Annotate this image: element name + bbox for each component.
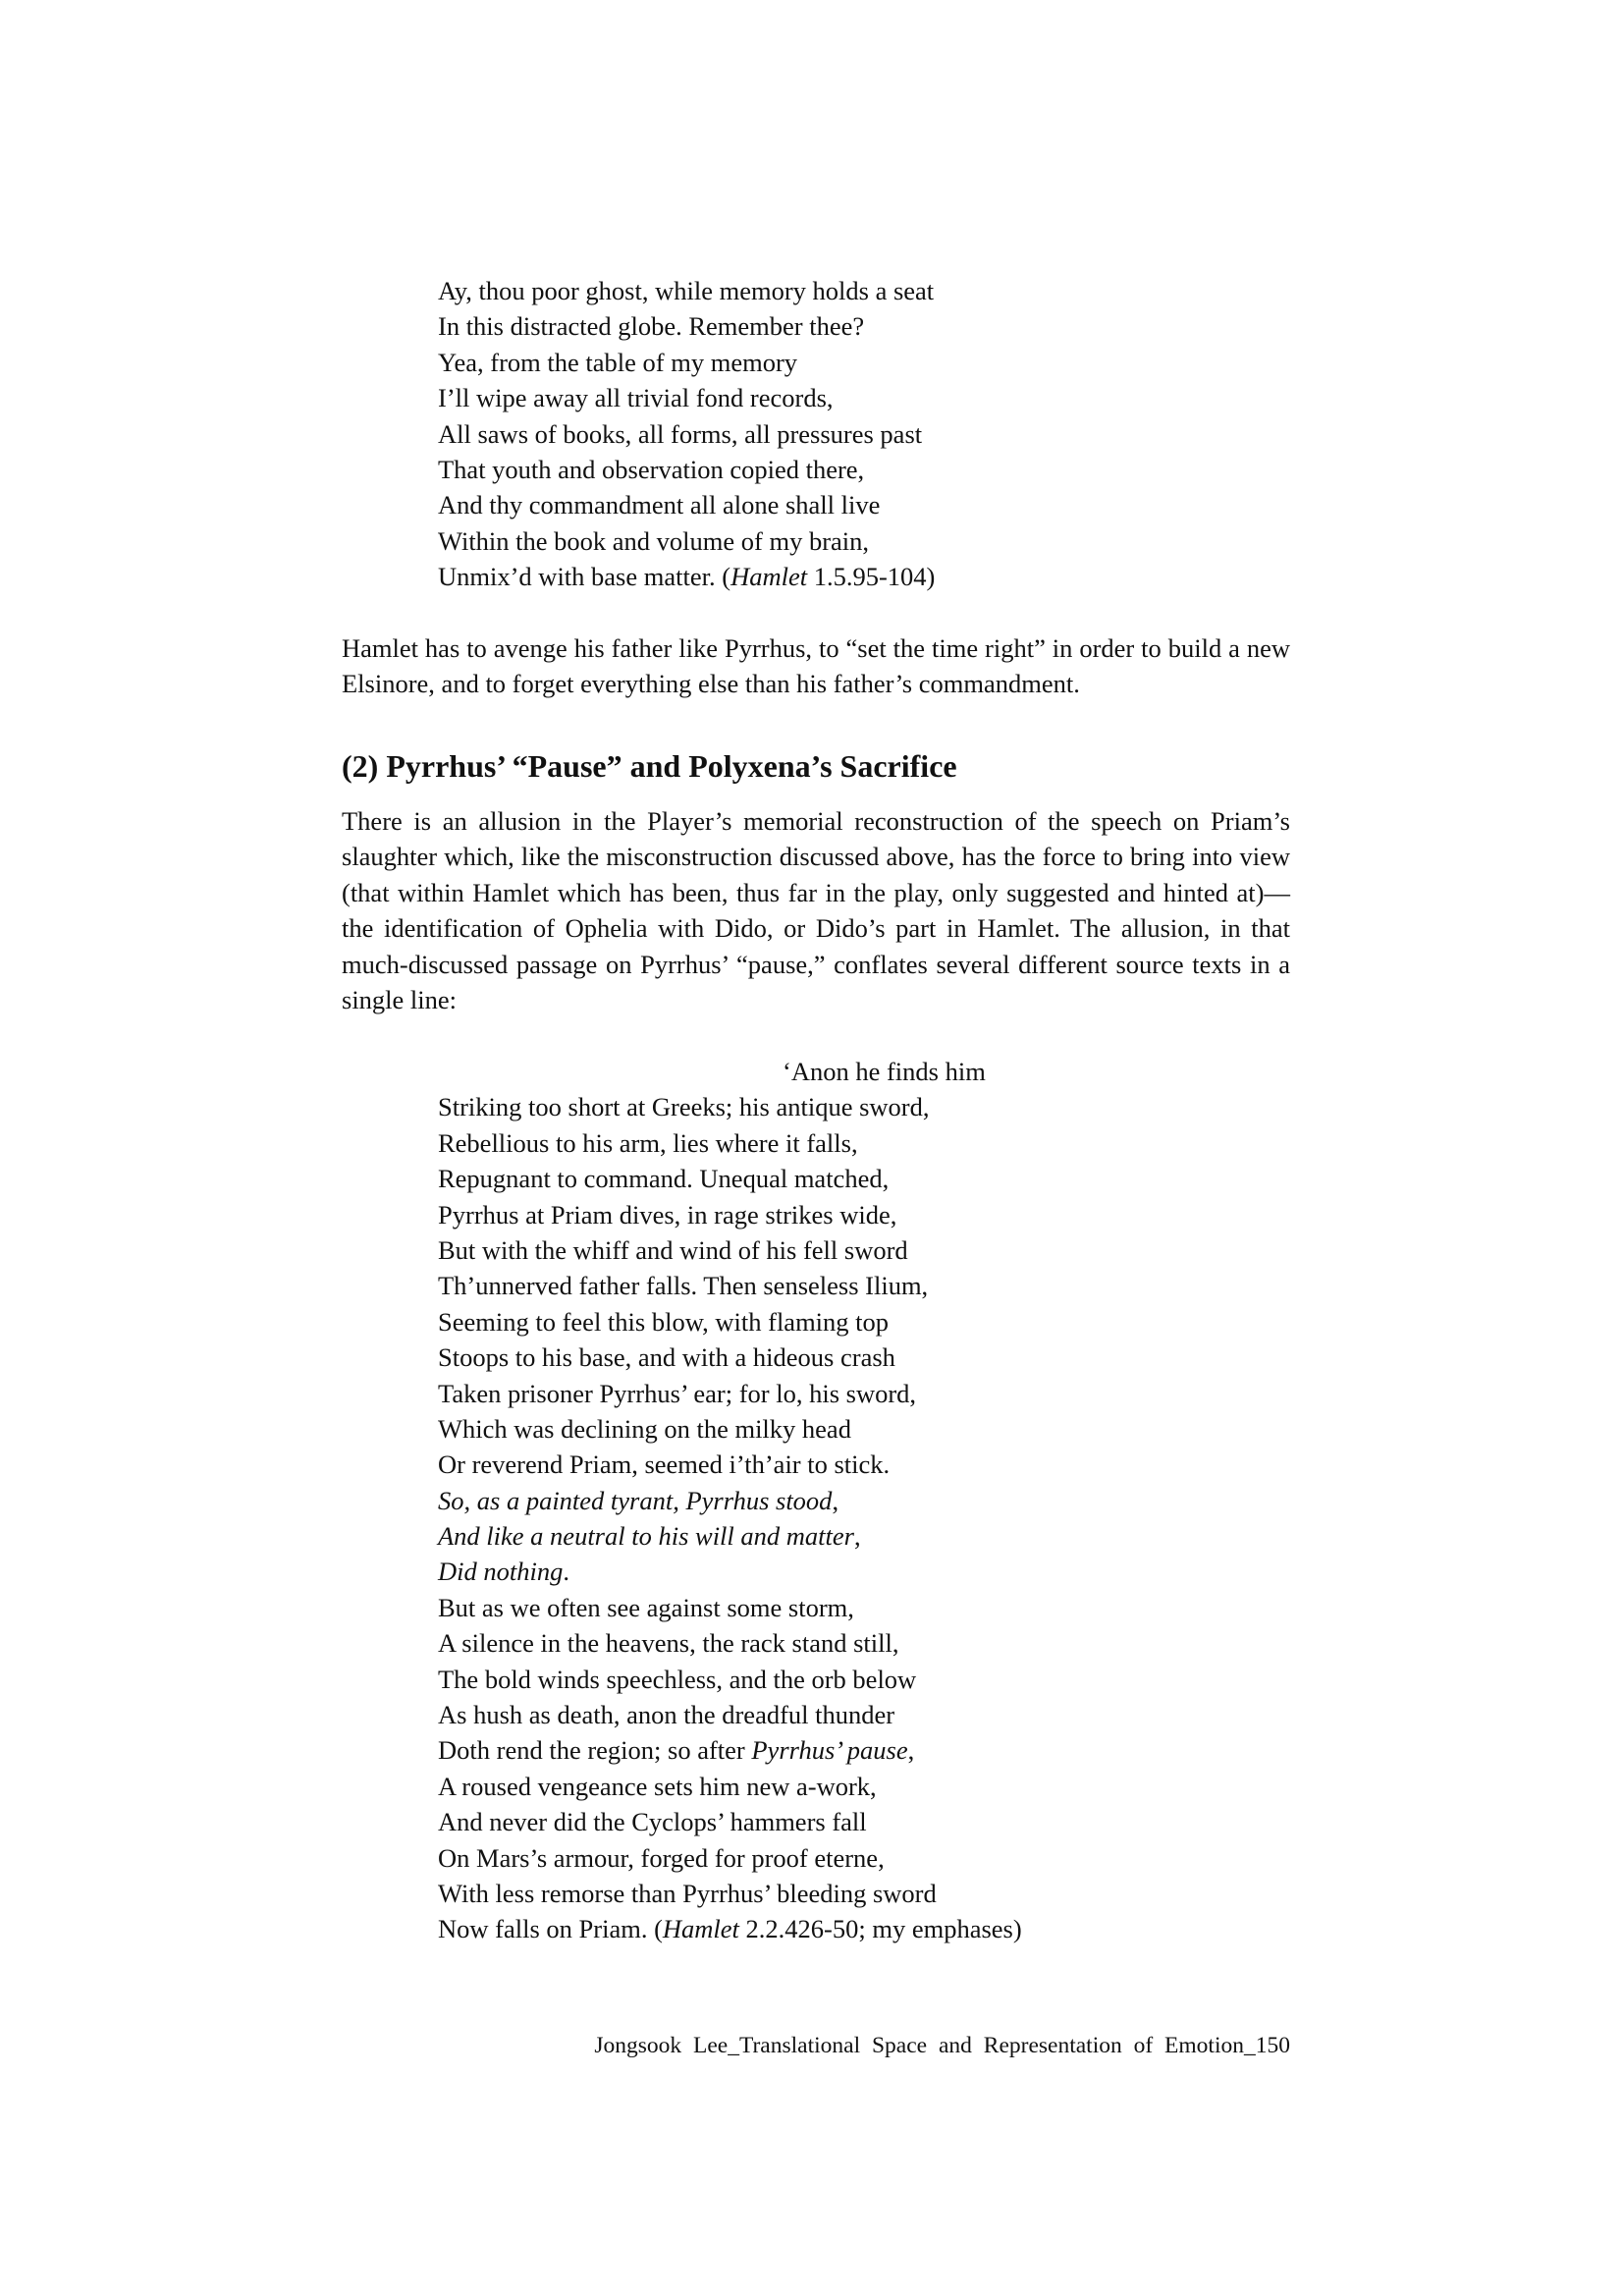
punctuation: , bbox=[832, 1485, 839, 1515]
verse-line: A roused vengeance sets him new a-work, bbox=[438, 1771, 877, 1801]
citation-ref: 1.5.95-104) bbox=[807, 562, 936, 592]
verse-line: The bold winds speechless, and the orb below bbox=[438, 1664, 917, 1694]
verse-line: With less remorse than Pyrrhus’ bleeding sword bbox=[438, 1878, 937, 1908]
verse-line: Ay, thou poor ghost, while memory holds a seat bbox=[438, 276, 935, 305]
citation-ref: 2.2.426-50; my emphases) bbox=[738, 1914, 1022, 1944]
verse-line: Pyrrhus at Priam dives, in rage strikes wide, bbox=[438, 1199, 897, 1230]
section-heading: (2) Pyrrhus’ “Pause” and Polyxena’s Sacrifice bbox=[342, 748, 957, 784]
verse-emphasis-line bbox=[438, 1518, 1022, 1554]
verse-line: As hush as death, anon the dreadful thunder bbox=[438, 1700, 895, 1730]
verse-line: A silence in the heavens, the rack stand still, bbox=[438, 1628, 899, 1659]
verse-line: I’ll wipe away all trivial fond records, bbox=[438, 383, 834, 413]
verse-line: Taken prisoner Pyrrhus’ ear; for lo, his sword, bbox=[438, 1378, 917, 1408]
emphasized-text: Did nothing bbox=[438, 1557, 564, 1587]
verse-line: Which was declining on the milky head bbox=[438, 1413, 851, 1444]
verse-line: Stoops to his base, and with a hideous crash bbox=[438, 1342, 895, 1373]
verse-line: In this distracted globe. Remember thee? bbox=[438, 311, 865, 342]
verse-line: Seeming to feel this blow, with flaming top bbox=[438, 1306, 890, 1337]
verse-emphasis-line bbox=[438, 1554, 1022, 1589]
verse-emphasis-line bbox=[438, 1483, 1022, 1518]
work-title: Hamlet bbox=[730, 562, 808, 592]
punctuation: , bbox=[853, 1521, 861, 1552]
body-paragraph-2 bbox=[342, 803, 1290, 1017]
emphasized-text: Pyrrhus’ pause bbox=[751, 1735, 908, 1766]
page-footer: Jongsook Lee_Translational Space and Representation of Emotion_150 bbox=[594, 2033, 1290, 2058]
verse-line-text: Doth rend the region; so after bbox=[438, 1735, 752, 1766]
paragraph-text: Hamlet has to avenge his father like Pyrrhus, to “set the time right” in order to build a new Elsinore, and to forget everything else than his father’s commandment. bbox=[342, 633, 1290, 699]
emphasized-text: So, as a painted tyrant, Pyrrhus stood bbox=[438, 1485, 833, 1515]
verse-line: Rebellious to his arm, lies where it falls, bbox=[438, 1127, 858, 1158]
verse-line: Yea, from the table of my memory bbox=[438, 347, 798, 377]
verse-line: And thy commandment all alone shall live bbox=[438, 490, 881, 520]
verse-quote-1 bbox=[438, 273, 935, 595]
verse-citation-line bbox=[438, 1911, 1022, 1946]
verse-line: But as we often see against some storm, bbox=[438, 1592, 854, 1622]
punctuation: , bbox=[907, 1735, 915, 1766]
work-title: Hamlet bbox=[662, 1914, 739, 1944]
verse-emphasis-line bbox=[438, 1732, 1022, 1768]
verse-line: That youth and observation copied there, bbox=[438, 454, 865, 484]
verse-line: And never did the Cyclops’ hammers fall bbox=[438, 1807, 867, 1837]
verse-line: Th’unnerved father falls. Then senseless Ilium, bbox=[438, 1271, 929, 1301]
paragraph-text: There is an allusion in the Player’s memorial reconstruction of the speech on Priam’s slaughter which, like the misconstruction discussed above, has the force to bring into view (that within Hamlet which has been, thus far in the play, only suggested and hinted at)—the identification of Ophelia with Dido, or Dido’s part in Hamlet. The allusion, in that much-discussed passage on Pyrrhus’ “pause,” conflates several different source texts in a single line: bbox=[342, 806, 1290, 1015]
punctuation: . bbox=[563, 1557, 569, 1587]
emphasized-text: And like a neutral to his will and matter bbox=[438, 1521, 854, 1552]
body-paragraph-1 bbox=[342, 630, 1290, 702]
verse-line: On Mars’s armour, forged for proof eterne, bbox=[438, 1842, 885, 1873]
verse-line: Repugnant to command. Unequal matched, bbox=[438, 1164, 890, 1194]
verse-citation-line bbox=[438, 559, 935, 594]
verse-line-text: Unmix’d with base matter. ( bbox=[438, 562, 731, 592]
verse-line: Within the book and volume of my brain, bbox=[438, 525, 870, 556]
verse-first-line: ‘Anon he finds him bbox=[783, 1057, 986, 1086]
verse-line: Striking too short at Greeks; his antique sword, bbox=[438, 1092, 930, 1122]
verse-quote-2 bbox=[438, 1054, 1022, 1947]
verse-line: But with the whiff and wind of his fell sword bbox=[438, 1234, 908, 1265]
verse-line: All saws of books, all forms, all pressures past bbox=[438, 418, 923, 449]
verse-line-text: Now falls on Priam. ( bbox=[438, 1914, 663, 1944]
verse-line: Or reverend Priam, seemed i’th’air to stick. bbox=[438, 1449, 891, 1480]
